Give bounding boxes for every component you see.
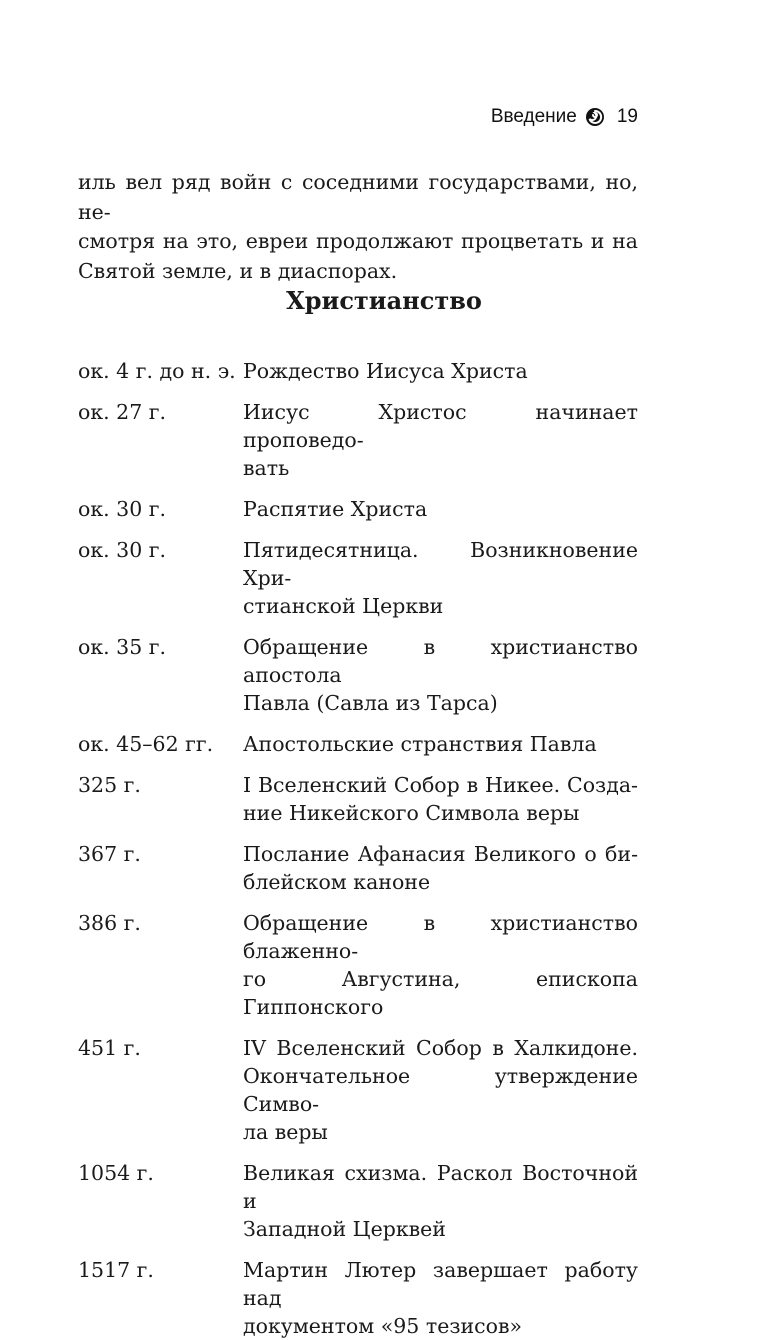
timeline-event-line: вать xyxy=(243,456,290,480)
timeline-row xyxy=(78,633,638,717)
timeline-event-line: Послание Афанасия Великого о би- xyxy=(243,842,638,866)
timeline-event-line: Пятидесятница. Возникновение Хри- xyxy=(243,538,638,590)
timeline-event-line: Обращение в христианство апостола xyxy=(243,635,638,687)
timeline-date: 1054 г. xyxy=(78,1161,154,1185)
intro-paragraph xyxy=(78,168,638,286)
timeline-event xyxy=(243,771,638,827)
timeline-event-line: Мартин Лютер завершает работу над xyxy=(243,1258,638,1310)
timeline-event xyxy=(243,730,638,758)
page-number: 19 xyxy=(616,106,638,127)
timeline-event-line: ла веры xyxy=(243,1120,328,1144)
timeline-row xyxy=(78,730,638,758)
intro-line: Святой земле, и в диаспорах. xyxy=(78,258,398,283)
timeline-event-line: I Вселенский Собор в Никее. Созда- xyxy=(243,773,638,797)
timeline-event-line: IV Вселенский Собор в Халкидоне. xyxy=(243,1036,638,1060)
timeline-event-line: Распятие Христа xyxy=(243,497,428,521)
timeline-event-line: Великая схизма. Раскол Восточной и xyxy=(243,1161,638,1213)
timeline-event-line: блейском каноне xyxy=(243,870,431,894)
timeline-event-line: Апостольские странствия Павла xyxy=(243,732,597,756)
timeline-row xyxy=(78,771,638,827)
intro-line: смотря на это, евреи продолжают процветать и на xyxy=(78,229,638,253)
timeline-date: ок. 45–62 гг. xyxy=(78,732,214,756)
timeline-event-line: Иисус Христос начинает проповедо- xyxy=(243,400,638,452)
timeline-event xyxy=(243,633,638,717)
timeline-row xyxy=(78,909,638,1021)
timeline-event xyxy=(243,357,638,385)
timeline-event-line: Западной Церквей xyxy=(243,1217,446,1241)
timeline-row xyxy=(78,1256,638,1340)
timeline-list xyxy=(78,357,638,1340)
timeline-row xyxy=(78,398,638,482)
timeline-event xyxy=(243,1256,638,1340)
timeline-date: 386 г. xyxy=(78,911,141,935)
timeline-event-line: документом «95 тезисов» xyxy=(243,1314,523,1338)
running-header-title: Введение xyxy=(490,106,577,127)
timeline-row xyxy=(78,495,638,523)
timeline-event xyxy=(243,1159,638,1243)
timeline-event xyxy=(243,536,638,620)
timeline-date: 451 г. xyxy=(78,1036,141,1060)
timeline-date: 367 г. xyxy=(78,842,141,866)
timeline-date: 1517 г. xyxy=(78,1258,154,1282)
timeline-event xyxy=(243,1034,638,1146)
timeline-row xyxy=(78,840,638,896)
timeline-event-line: Окончательное утверждение Симво- xyxy=(243,1064,638,1116)
timeline-event-line: Павла (Савла из Тарса) xyxy=(243,691,498,715)
timeline-event-line: Рождество Иисуса Христа xyxy=(243,359,528,383)
timeline-date: ок. 4 г. до н. э. xyxy=(78,359,236,383)
timeline-event xyxy=(243,840,638,896)
timeline-event-line: стианской Церкви xyxy=(243,594,444,618)
spiral-logo-icon xyxy=(585,107,605,127)
timeline-date: ок. 35 г. xyxy=(78,635,167,659)
timeline-event xyxy=(243,909,638,1021)
intro-line: иль вел ряд войн с соседними государствами, но, не- xyxy=(78,170,638,224)
timeline-event-line: ние Никейского Символа веры xyxy=(243,801,580,825)
timeline-date: ок. 30 г. xyxy=(78,538,167,562)
timeline-event-line: Обращение в христианство блаженно- xyxy=(243,911,638,963)
section-title: Христианство xyxy=(286,286,482,315)
timeline-row xyxy=(78,1034,638,1146)
timeline-date: ок. 30 г. xyxy=(78,497,167,521)
timeline-event-line: го Августина, епископа Гиппонского xyxy=(243,967,638,1019)
timeline-row xyxy=(78,1159,638,1243)
timeline-row xyxy=(78,357,638,385)
timeline-row xyxy=(78,536,638,620)
timeline-date: ок. 27 г. xyxy=(78,400,167,424)
timeline-event xyxy=(243,398,638,482)
timeline-event xyxy=(243,495,638,523)
running-header xyxy=(491,106,638,128)
timeline-date: 325 г. xyxy=(78,773,141,797)
